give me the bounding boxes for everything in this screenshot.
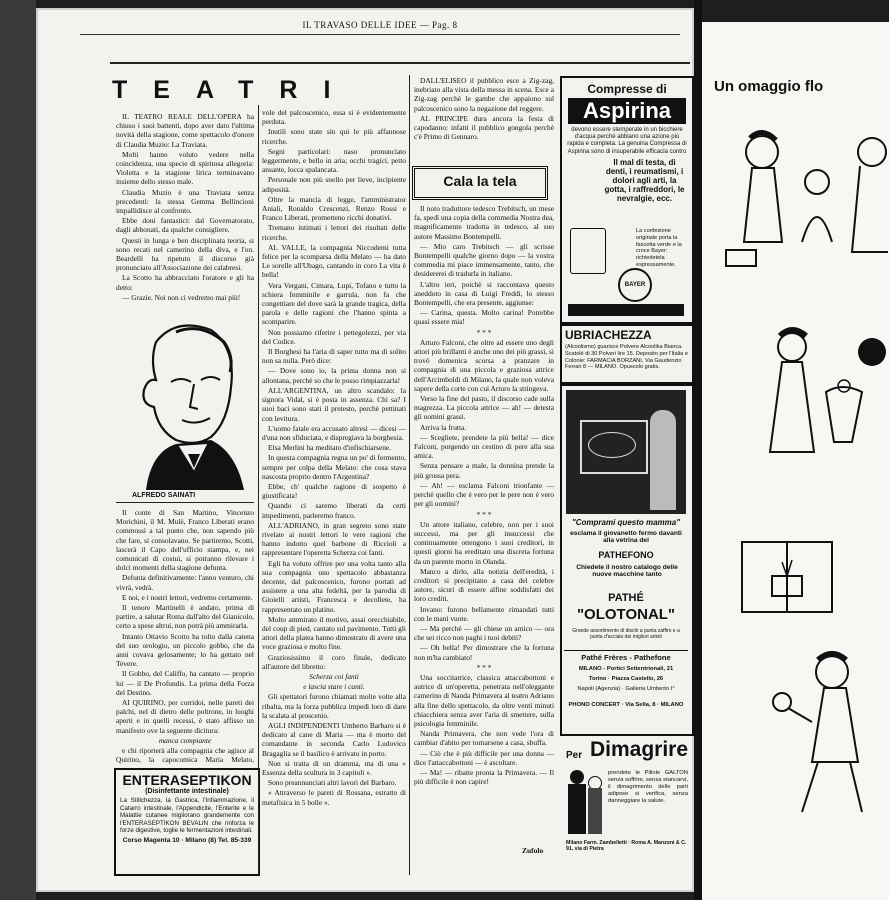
paragraph: Claudia Muzio è una Traviata senza precedenti: la stessa Gemma Bellincioni impallidisce al confronto. [116, 187, 254, 216]
paragraph: DALL'ELISEO il pubblico esce a Zig-zag, inebriato alla vista della messa in scena. Esce a Zig-zag perchè le gambe che appaiono sul palcoscenico sono la negazione del reggere. [414, 76, 554, 113]
paragraph: — Grazie. Noi non ci vedremo mai più! [122, 292, 241, 302]
paragraph: « Attraverso le pareti di Rossana, estratto di metafisica in 5 bolle ». [262, 788, 406, 807]
cartoon-couple-illustration [722, 322, 889, 482]
paragraph: Questi in lunga e ben disciplinata teoria, si sono recati nel camerino della diva, e l'on. Beardelli ha ripetuto il discorso già pronunciato all'Associazione dei calabresi. [116, 235, 254, 273]
pathe-addr3: Napoli (Agenzia) · Galleria Umberto I° [577, 686, 675, 692]
section-title: TEATRI [112, 76, 357, 104]
paragraph: Il Borghesi ha l'aria di saper tutto ma di solito non sa nulla. Però dice: [262, 347, 406, 366]
paragraph: Il conte di San Martino, Vincenzo Morichini, il M. Mulè, Franco Liberati erano commossi a tal punto che, non sapendo più che fare, si consolavano. Se partiremo, Scotti, lascerà il Capo dell'ufficio stampa, e, nei comunicati di costui, si potranno rilevare i dolci momenti della stagione defunta. [116, 508, 254, 573]
pathe-addr2: Torino · Piazza Castello, 26 [588, 676, 664, 682]
column-rule [409, 75, 410, 875]
paragraph: manca compiante [158, 735, 212, 745]
pathe-ad [560, 384, 694, 736]
paragraph: AGLI INDIPENDENTI Umberto Barbaro si è dedicato al cane di Maria — ma è morto del comandante in seconda Carlo Ludovico Bragaglia se il basilico è arrivato in porto. [262, 721, 406, 758]
paragraph: Arturo Falconi, che oltre ad essere uno degli attori più brillanti è anche uno dei più grassi, si trovò domenica scorsa a pranzare in compagnia di una piccola e graziosa attrice dell'Arcimboldi di Milano, la quale non voleva sapere della corte con cui Arturo la stringeva. [414, 337, 554, 393]
paragraph: — Ah! — esclama Falconi trionfante — perchè quello che è vero per le pere non è vero per gli uomini? [414, 480, 554, 509]
paragraph: Verso la fine del pasto, il discorso cade sulla magrezza. La piccola attrice — ah! — detesta gli uomini grassi. [414, 394, 554, 422]
column-3 [414, 204, 554, 854]
verse: Scherza coi fanti [309, 671, 359, 681]
aspirina-brand: Aspirina [568, 98, 686, 124]
paragraph: L'altro ieri, poichè si raccontava questo aneddoto in casa di Luigi Freddi, lo stesso Bontempelli, che era presente, aggiunse: [414, 279, 554, 308]
dimagrire-title: Dimagrire [590, 738, 689, 761]
pathe-store: PATHEFONO [598, 550, 654, 560]
paragraph: Molti hanno voluto vedere nella coincidenza, una specie di spiritosa allegoria: Violetta e la stagione lirica terminavano insieme dello stesso male. [116, 149, 254, 187]
page-header [80, 20, 680, 35]
paragraph: Il Gobbo, del Califfo, ha cantato — proprio lui — il De Profundis. La prima della Forza del Destino. [116, 669, 254, 697]
paragraph: Ebbe doni fantastici: dal Governatorato, dagli abbonati, da qualche consigliere. [116, 216, 254, 235]
page-spine [694, 0, 702, 900]
paragraph: Arriva la frutta. [420, 422, 467, 432]
paragraph: AL PRINCIPE dura ancora la festa di capodanno: infatti il pubblico gongola perchè c'è Primo di Gennaro. [414, 113, 554, 142]
pathe-slogan-2: esclama il giovanetto fermo davanti alla vetrina del [570, 530, 682, 544]
paragraph: Elsa Merlini ha meditato d'infischiarsene. [268, 443, 392, 453]
pathe-addr1: MILANO - Portici Settentrionali, 21 [578, 666, 674, 672]
dimagrire-ad [560, 736, 690, 854]
column-2 [262, 108, 406, 878]
paragraph: E noi, e i nostri lettori, vedremo certamente. [122, 592, 253, 602]
paragraph: vole del palcoscenico, essa si è evidentemente perduta. [262, 108, 406, 127]
paragraph: Non si tratta di un dramma, ma di una « Essenza della scultura in 3 capitoli ». [262, 758, 406, 778]
pathe-firm: Pathé Frères - Pathefone [564, 650, 688, 662]
aspirina-text: devono essere stemperate in un bicchiere d'acqua perchè abbiano una azione più rapida e completa. La genuina Compressa di Aspirina sono di insuperabile efficacia contro [567, 127, 687, 155]
separator: * * * [476, 662, 492, 672]
paragraph: Un attore italiano, celebre, non per i suoi successi, ma per gli insuccessi che continuamente ottengono i suoi creditori, in questi giorni ha ereditato una discreta fortuna da un parente morto in Olanda. [414, 519, 554, 566]
paragraph: Egli ha voluto offrire per una volta tanto alla sua compagnia uno spettacolo abbastanza decente, dal palcoscenico, furono portati ad assistere a una alta fedeltà, per la parodia di Gioielli artisti, Francesca e decollete, ha rappresentato un platino. [262, 558, 406, 614]
column-1-bottom [116, 508, 254, 764]
separator: * * * [476, 327, 492, 337]
paragraph: Vera Vergani, Cimara, Lupi, Tofano e tutto la schiera femminile e garrula, non fa che congettiare del dove sarà la grande tragica, della parola e delle ragioni che l'hanno spinta a scomparire. [262, 280, 406, 327]
paragraph: AL VALLE, la compagnia Niccodemi tutta felice per la scomparsa della Melato — ha dato Le sorelle all'Ubago, cantando in coro La vita è bella! [262, 242, 406, 280]
facing-headline: Un omaggio flo [714, 78, 824, 95]
paragraph: — Mio caro Trebitsch — gli scrisse Bontempelli qualche giorno dopo — la vostra commedia mi piace immensamente, tanto, che desidererei di tradurla in italiano. [414, 241, 554, 279]
pathe-slogan: "Comprami questo mamma" [571, 518, 681, 527]
paragraph: Segni particolari: naso pronunciato leggermente, e bello in aria; occhi tragici, petto ansante, locca spalancata. [262, 146, 406, 175]
caricature-caption: ALFREDO SAINATI [132, 492, 196, 499]
paragraph: Inutili sono state sin qui le più affannose ricerche. [262, 127, 406, 146]
paragraph: — Scegliete, prendete la più bella! — dice Falconi, porgendo un cestino di pere alla sua amica. [414, 432, 554, 461]
cartoon-boy-illustration [762, 632, 882, 832]
paragraph: Oltre la mancia di legge, l'amministrator Aniali, Ronaldo Crescenzi, Renzo Rossi e Franco Liberati, prometteno ricchi donativi. [262, 194, 406, 223]
paragraph: — Ma! — ribatte pronta la Primavera. — Il più difficile è non capire! [414, 767, 554, 787]
paragraph: Defunta definitivamente: l'anno venturo, chi vivrà, vedrà. [116, 573, 254, 592]
paragraph: Gli spettatori furono chiamati molte volte alla ribalta, ma la forza pubblica impedì loro di dare la scalata al proscenio. [262, 692, 406, 720]
column-rule [258, 105, 259, 875]
divider [116, 502, 254, 503]
ad-subtitle: (Disinfettante intestinale) [145, 788, 229, 795]
paragraph: e chi riporterà alla compagnia che agisce al Quirino, la capocomica Maria Melato, [116, 746, 254, 764]
binding-gutter [0, 0, 36, 900]
paragraph: Manco a dirlo, alla notizia dell'eredità, i creditori si precipitano a casa del celebre autore, sicuri di essere alfine soddisfatti dei loro crediti. [414, 566, 554, 604]
paragraph: Ebbe, ch' qualche ragione di sospetto è giustificata! [262, 481, 406, 501]
dimagrire-address: Milano Farm. Zambelletti · Roma A. Manzoni & C. 91, via di Pietra [566, 840, 687, 852]
paragraph: Sono preannunciati altri lavori del Barbaro. [268, 778, 397, 788]
pathe-text: Chiedete il nostro catalogo delle nuove macchine tanto [576, 564, 678, 578]
column-3-top [414, 76, 554, 164]
aspirina-tube-icon [568, 304, 684, 316]
header-rule [110, 62, 690, 64]
dimagrire-lead: Per [566, 750, 583, 761]
paragraph: — Oh bella! Per dimostrare che la fortuna non m'ha cambiato! [414, 643, 554, 662]
ubriachezza-text: (Alcoolismo) guarisce Polvere Alcoolika Bianca. Scatolé di 30 Polveri lire 15. Deposito per l'Italia e Colonie: FARMACIA BORZANI, Via Gaudenzio Ferrari 8 — MILANO. Opuscolo gratis. [565, 344, 688, 371]
column-1-top [116, 112, 254, 302]
paragraph: In questa compagnia regna un po' di fermento, sempre per colpa della Melato: che cosa stava nascosta proprio dentro l'Argentina? [262, 453, 406, 481]
aspirina-note: La confezione originale porta la fascetta verde e la croce Bayer: richiedetela espressamente. [636, 228, 682, 268]
paragraph: Molto ammirato il motivo, assai orecchiabile, del coup di pied, cantato sul pavimento. Tutti gli attori della platea hanno dimostrato di avere una voce graziosa e molto fine. [262, 614, 406, 652]
paragraph: Tremano intimati i lettori dei risultati delle ricerche. [262, 223, 406, 242]
paragraph: Quando ci saremo liberati da certi impedimenti, parleremo franco. [262, 501, 406, 520]
pathe-tag: Grande assortimento di dischi a punta zaffiro e a punta d'acciaio dei migliori artisti [572, 628, 680, 640]
people-illustration [568, 770, 604, 848]
masthead: IL TRAVASO DELLE IDEE — Pag. 8 [302, 20, 458, 30]
paragraph: Senza pensare a male, la donnina prende la più grossa pera. [414, 461, 554, 480]
aspirina-box-icon [570, 228, 606, 274]
verse: e lascia stare i canti. [303, 682, 365, 692]
aspirina-ad [560, 76, 694, 324]
facing-page [702, 22, 889, 900]
ubriachezza-ad [560, 324, 694, 384]
paragraph: Intanto Ottavio Scotto ha tolto dalla catena del suo orologio, un piccolo gobbo, che da anni covava gelosamente; lo ha gettato nel Tevere. [116, 631, 254, 669]
paragraph: — Ma perchè — gli chiese un amico — ora che sei ricco non paghi i tuoi debiti? [414, 623, 554, 643]
paragraph: Graziosissimo il coro finale, dedicato all'autore del libretto: [262, 652, 406, 671]
aspirina-top: Compresse di [587, 82, 667, 96]
paragraph: — Ciò che è più difficile per una donna — dice l'attaccabottoni — è ascoltare. [414, 748, 554, 767]
author-signature: Zufolo [522, 846, 544, 855]
cartoon-gardener-illustration [722, 122, 889, 292]
paragraph: — Carina, questa. Molto carina! Potrebbe quasi essere mia! [414, 308, 554, 327]
paragraph: La Scotto ha abbracciato l'oratore e gli ha detto: [116, 273, 254, 292]
cala-la-tela-heading: Cala la tela [412, 166, 548, 200]
caricature-illustration [116, 312, 250, 490]
bayer-cross-icon: BAYER [618, 268, 652, 302]
paragraph: ALL'ADRIANO, in gran segreto sono state rivelate ai nostri lettori le vere ragioni che hanno indotto quel barbone di Riccioli a rappresentare l'operetta Scherza coi fanti. [262, 520, 406, 558]
separator: * * * [476, 509, 492, 519]
ubriachezza-title: UBRIACHEZZA [565, 328, 652, 342]
paragraph: — Dove sono io, la prima donna non si allontana, perchè so che le posso rimpiazzarla! [262, 366, 406, 385]
paragraph: Non possiamo riferire i pettegolezzi, per via del Codice. [262, 327, 406, 346]
olotonal-title: "OLOTONAL" [576, 606, 676, 623]
paragraph: Personale non più snello per lieve, incipiente adiposità. [262, 175, 406, 194]
paragraph: L'uomo fatale era accusato altresì — dicesi — d'una non sfiduciata, e dispregiava la borghesia. [262, 423, 406, 442]
paragraph: Invano: furono bellamente rimandati tutti con le mani vuote. [414, 604, 554, 623]
window-plant-illustration [732, 532, 872, 622]
pathe-addr4: PHONO CONCERT · Via Sella, 8 · MILANO [568, 702, 684, 708]
ad-footer: Corso Magenta 10 · Milano (8) Tel. 85-339 [122, 836, 252, 844]
dimagrire-text: prendete le Pillole GALTON senza soffrire, senza stancarvi, il dimagrimento delle parti adipose si verifica, senza danneggiare la salute. [608, 770, 688, 804]
paragraph: Nanda Primavera, che non vede l'ora di cambiar d'abito per tornarsene a casa, sbuffa. [414, 729, 554, 748]
paragraph: Il tenore Martinelli è andato, prima di partire, a salutar Roma dall'alto del Gianicolo, certo a spese altrui, non potrà più ammirarla. [116, 603, 254, 631]
phonograph-illustration [566, 390, 686, 514]
paragraph: ALL'ARGENTINA, un altro scandalo: la signora Vidal, si è posta in assenza. Chi sa? I suoi baci sono stati il pretesto, perchè pettinati con levitura. [262, 385, 406, 423]
enteraseptikon-ad [114, 768, 260, 876]
paragraph: AI QUIRINO, per corridoi, nelle pareti dei palchi, nel di dietro delle poltrone, in luoghi aperti e in quelli recessi, è stato affisso un manifesto ove la seguente dicitura: [116, 698, 254, 735]
paragraph: Il noto traduttore tedesco Trebitsch, un mese fa, spedì una copia della commedia Nostra dea, magnificamente tradotta in tedesco, al suo autore Massimo Bontempelli. [414, 204, 554, 241]
paragraph: Una soccitatrice, classica attaccabottoni e autrice di un'operetta, penetrata nell'oleggante camerino di Nanda Primavera al teatro Adriano alla fine dello spettacolo, da oltre venti minuti chiacchiera senza aver l'aria di smettere, sulla psicologia femminile. [414, 672, 554, 728]
pathe-brand: PATHÉ [608, 592, 644, 604]
ad-title: ENTERASEPTIKON [122, 772, 252, 788]
ad-body: La Stitichezza, la Gastrica, l'Infiammazione, il Catarro intestinale, l'Appendicite, l'Enterite e le Malattie cutanee migliorano grandemente con l'ENTERASEPTIKON BEVALIN che rinforza le forze digestive, toglie le fermentazioni intestinali. [120, 797, 254, 835]
aspirina-ailments: Il mal di testa, di denti, i reumatismi, i dolori agli arti, la gotta, i raffreddori, le nevralgie, ecc. [604, 157, 685, 203]
paragraph: IL TEATRO REALE DELL'OPERA ha chiuso i suoi battenti, dopo aver dato l'ultima novità della stagione, come spettacolo d'onore di Claudia Muzio: La Traviata. [116, 112, 254, 149]
